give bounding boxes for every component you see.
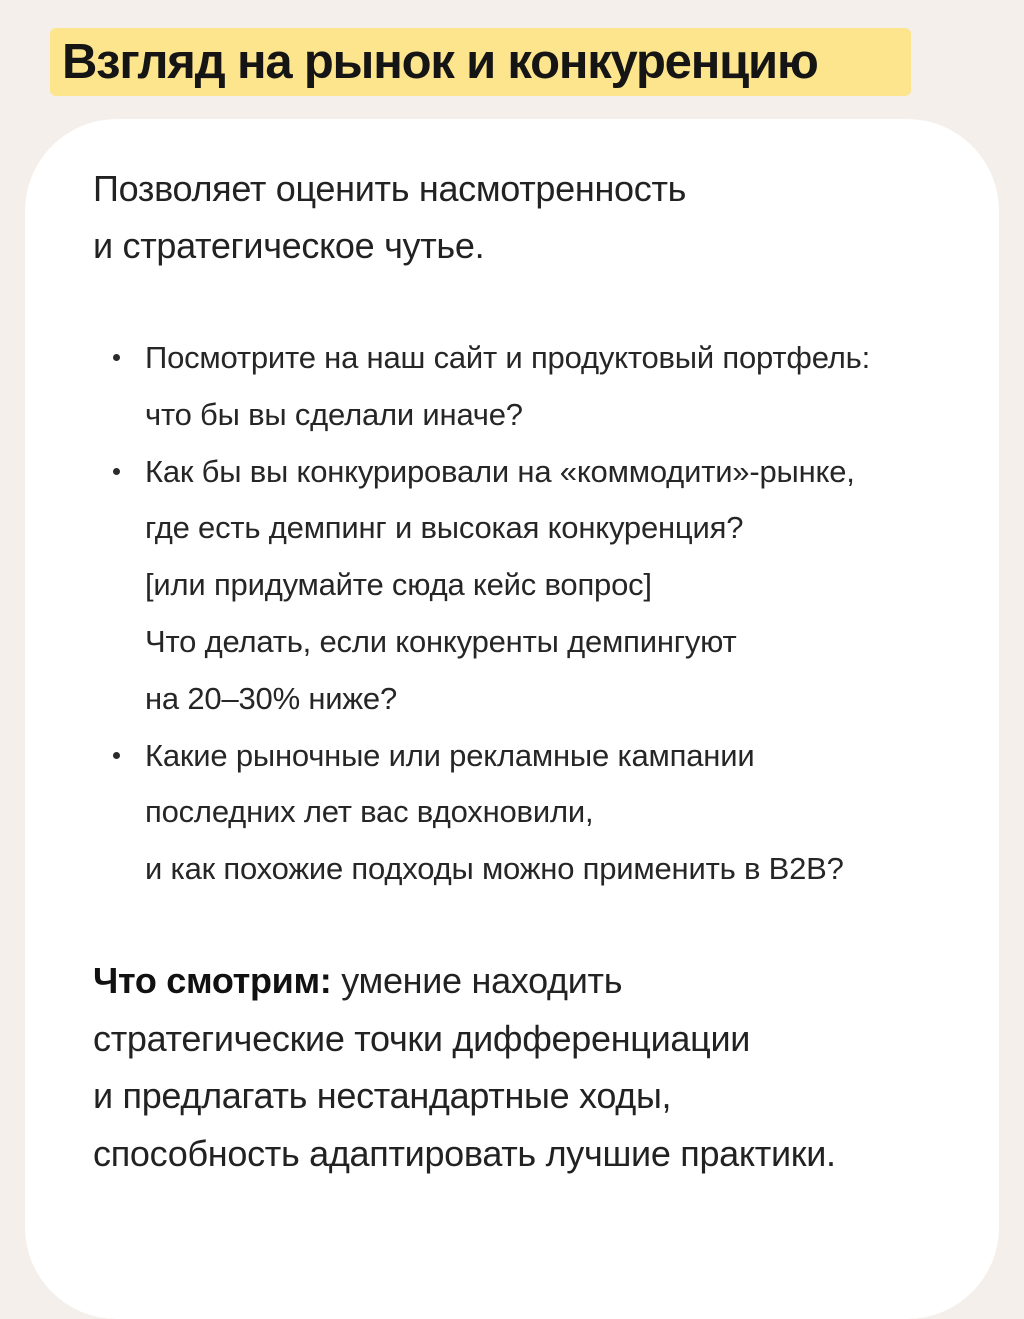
intro-text [93,160,973,274]
summary-line [93,952,993,1010]
summary-text: умение находить [331,960,623,1001]
question-line: где есть демпинг и высокая конкуренция? [145,510,744,546]
page-title: Взгляд на рынок и конкуренцию [62,34,818,89]
bullet-dot-icon [113,354,120,361]
question-line: Какие рыночные или рекламные кампании [145,737,755,773]
question-item [93,330,993,444]
question-line: Что делать, если конкуренты демпингуют [145,623,737,659]
evaluation-summary [93,952,993,1182]
question-line: Посмотрите на наш сайт и продуктовый портфель: [145,340,870,375]
summary-line: и предлагать нестандартные ходы, [93,1075,672,1116]
question-list [93,330,993,898]
question-line: Как бы вы конкурировали на «коммодити»-рынке, [145,453,855,489]
question-line: на 20–30% ниже? [145,680,398,716]
question-line: и как похожие подходы можно применить в B2B? [145,851,844,887]
question-item [93,444,993,728]
intro-line: Позволяет оценить насмотренность [93,168,687,209]
summary-label: Что смотрим: [93,960,332,1001]
title-highlight [50,28,911,96]
bullet-dot-icon [113,468,120,475]
bullet-dot-icon [113,752,120,759]
question-line: что бы вы сделали иначе? [145,396,523,432]
question-item [93,728,993,898]
summary-line: способность адаптировать лучшие практики. [93,1132,836,1174]
question-line: последних лет вас вдохновили, [145,794,594,830]
question-line: [или придумайте сюда кейс вопрос] [145,567,652,603]
intro-line: и стратегическое чутье. [93,225,485,266]
summary-line: стратегические точки дифференциации [93,1017,751,1059]
